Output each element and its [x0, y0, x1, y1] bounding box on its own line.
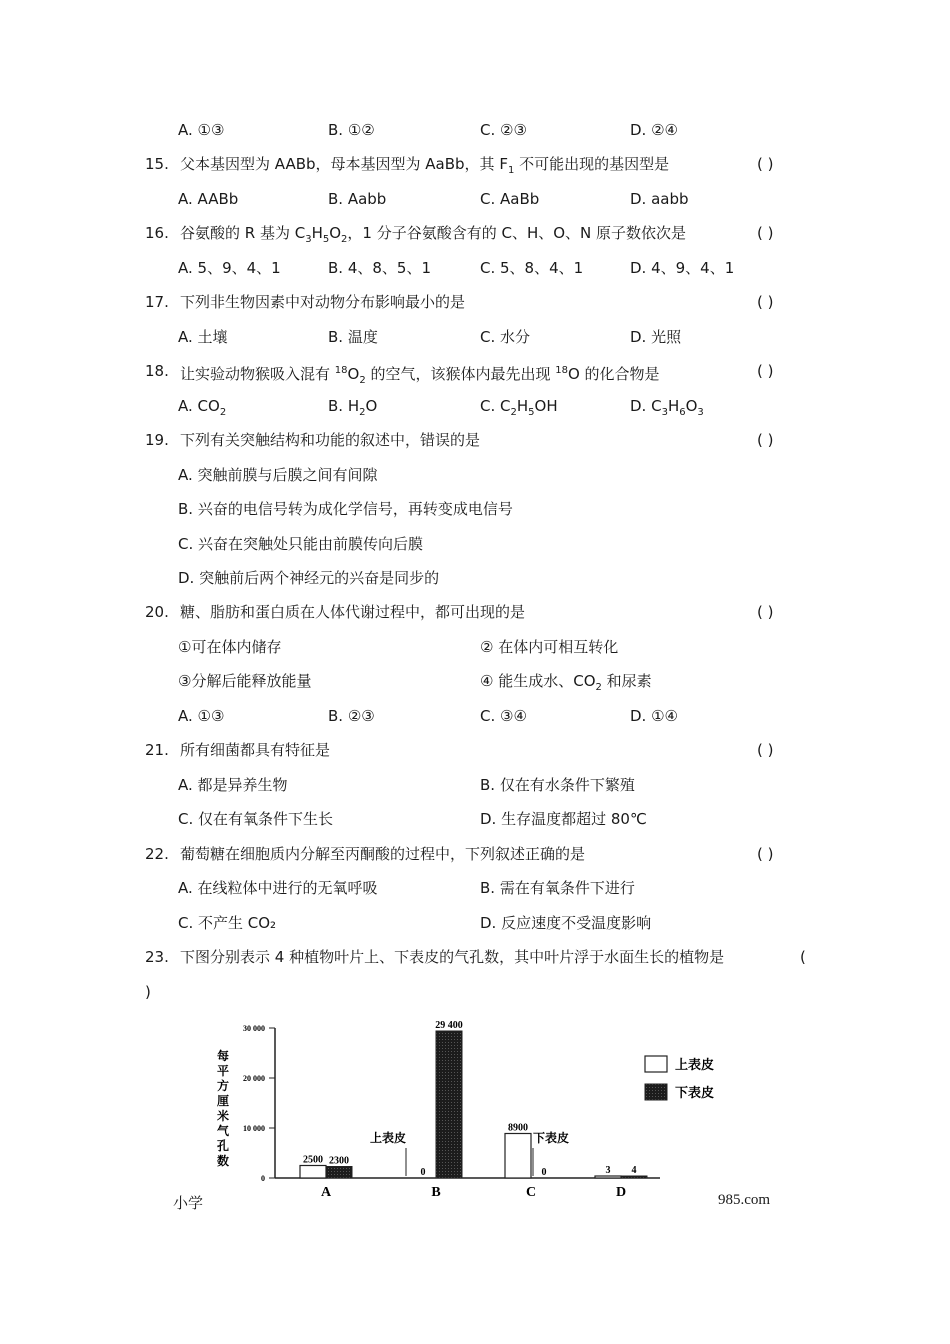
- y-label-char: 米: [216, 1109, 230, 1123]
- q15-options: [0, 187, 950, 211]
- q14-option-b: B. ①②: [328, 121, 375, 139]
- question-text: 父本基因型为 AABb，母本基因型为 AaBb，其 $F_1$ 不可能出现的基因型是: [180, 155, 670, 176]
- value-label-lower: 4: [631, 1165, 637, 1176]
- y-label-char: 数: [216, 1154, 230, 1168]
- legend-label-lower: 下表皮: [675, 1085, 715, 1100]
- q21-stem: [0, 738, 950, 762]
- q16-option-b: B. 4、8、5、1: [328, 259, 432, 277]
- y-axis-label: [216, 1048, 230, 1168]
- bar-lower-A: [326, 1167, 352, 1179]
- question-number: 21.: [145, 741, 169, 759]
- answer-bracket-close: ): [145, 983, 151, 1001]
- q21-options-1: [0, 773, 950, 797]
- y-label-char: 方: [216, 1079, 230, 1093]
- q16-option-c: C. 5、8、4、1: [480, 259, 584, 277]
- q16-option-d: D. 4、9、4、1: [630, 259, 735, 277]
- question-number: 17.: [145, 293, 169, 311]
- q17-option-b: B. 温度: [328, 328, 378, 346]
- q20-statements-1: [0, 635, 950, 659]
- q14-options: [0, 118, 950, 142]
- answer-bracket: ( ): [757, 603, 774, 621]
- q15-stem: [0, 152, 950, 176]
- question-number: 20.: [145, 603, 169, 621]
- question-text: 谷氨酸的 R 基为 $C_3H_5O_2$，1 分子谷氨酸含有的 C、H、O、N 原子数依次是: [180, 224, 687, 245]
- answer-bracket: ( ): [757, 431, 774, 449]
- answer-bracket: ( ): [757, 224, 774, 242]
- y-label-char: 气: [216, 1124, 230, 1138]
- q22-stem: [0, 842, 950, 866]
- question-text: 下图分别表示 4 种植物叶片上、下表皮的气孔数，其中叶片浮于水面生长的植物是: [180, 948, 725, 966]
- q20-statement-1: ①可在体内储存: [178, 638, 282, 656]
- value-label-upper: 2500: [303, 1154, 323, 1166]
- question-text: 所有细菌都具有特征是: [180, 741, 331, 759]
- q15-option-a: A. AABb: [178, 190, 239, 208]
- y-label-char: 每: [216, 1049, 230, 1063]
- q19-option-b: B. 兴奋的电信号转为成化学信号，再转变成电信号: [178, 500, 513, 518]
- question-text: 下列非生物因素中对动物分布影响最小的是: [180, 293, 466, 311]
- q22-option-d: D. 反应速度不受温度影响: [480, 914, 652, 932]
- q20-option-b: B. ②③: [328, 707, 375, 725]
- q22-option-b: B. 需在有氧条件下进行: [480, 879, 635, 897]
- answer-bracket: ( ): [757, 741, 774, 759]
- q18-stem: [0, 359, 950, 386]
- q18-option-a: A. $CO_2$: [178, 397, 227, 418]
- legend-swatch-upper: [645, 1056, 667, 1072]
- q21-option-d: D. 生存温度都超过 80℃: [480, 810, 647, 828]
- q15-option-b: B. Aabb: [328, 190, 387, 208]
- question-number: 16.: [145, 224, 169, 242]
- q17-option-d: D. 光照: [630, 328, 682, 346]
- q20-option-d: D. ①④: [630, 707, 678, 725]
- q20-statement-2: ② 在体内可相互转化: [480, 638, 619, 656]
- annotation-upper: 上表皮: [369, 1131, 406, 1145]
- q19-option-a: A. 突触前膜与后膜之间有间隙: [178, 466, 378, 484]
- y-label-char: 孔: [216, 1139, 230, 1153]
- question-number: 22.: [145, 845, 169, 863]
- value-label-lower: 29 400: [435, 1020, 463, 1031]
- bar-upper-C: [505, 1134, 531, 1179]
- q14-option-a: A. ①③: [178, 121, 225, 139]
- y-tick-label: 30 000: [243, 1024, 265, 1033]
- q14-option-d: D. ②④: [630, 121, 678, 139]
- stomata-bar-chart: [205, 1018, 735, 1208]
- y-label-char: 平: [216, 1064, 230, 1078]
- value-label-upper: 0: [420, 1167, 426, 1178]
- legend: [645, 1056, 714, 1100]
- q22-options-1: [0, 876, 950, 900]
- q16-option-a: A. 5、9、4、1: [178, 259, 281, 277]
- answer-bracket: ( ): [757, 155, 774, 173]
- q20-statement-4: ④ 能生成水、$CO_2$ 和尿素: [480, 672, 652, 693]
- q17-option-a: A. 土壤: [178, 328, 228, 346]
- q21-options-2: [0, 807, 950, 831]
- q15-option-c: C. AaBb: [480, 190, 540, 208]
- q22-options-2: [0, 911, 950, 935]
- question-text: 糖、脂肪和蛋白质在人体代谢过程中，都可出现的是: [180, 603, 526, 621]
- q20-statement-3: ③分解后能释放能量: [178, 672, 312, 690]
- q16-stem: [0, 221, 950, 245]
- question-text: 葡萄糖在细胞质内分解至丙酮酸的过程中，下列叙述正确的是: [180, 845, 586, 863]
- q18-option-c: C. $C_2H_5OH$: [480, 397, 558, 418]
- question-text: 让实验动物猴吸入混有 $^{18}O_2$ 的空气，该猴体内最先出现 $^{18}$O 的化合物是: [180, 365, 660, 386]
- y-label-char: 厘: [216, 1094, 230, 1108]
- bar-upper-A: [300, 1166, 326, 1179]
- bar-upper-D: [595, 1176, 621, 1178]
- q18-options: [0, 394, 950, 418]
- answer-bracket: ( ): [757, 845, 774, 863]
- value-label-upper: 3: [605, 1165, 611, 1176]
- value-label-upper: 8900: [508, 1122, 528, 1134]
- q18-option-b: B. $H_2O$: [328, 397, 378, 418]
- question-number: 19.: [145, 431, 169, 449]
- q21-option-b: B. 仅在有水条件下繁殖: [480, 776, 635, 794]
- q20-option-c: C. ③④: [480, 707, 527, 725]
- q17-option-c: C. 水分: [480, 328, 531, 346]
- y-tick-label: 0: [261, 1174, 265, 1183]
- q19-option-d: D. 突触前后两个神经元的兴奋是同步的: [178, 569, 440, 587]
- bar-lower-B: [436, 1031, 462, 1178]
- value-label-lower: 2300: [329, 1155, 349, 1167]
- question-number: 18.: [145, 362, 169, 380]
- q21-option-a: A. 都是异养生物: [178, 776, 288, 794]
- category-label: B: [431, 1185, 441, 1200]
- q15-option-d: D. aabb: [630, 190, 689, 208]
- category-label: D: [615, 1185, 627, 1200]
- answer-bracket-open: (: [800, 948, 806, 966]
- legend-swatch-lower: [645, 1084, 667, 1100]
- q17-stem: [0, 290, 950, 314]
- q20-option-a: A. ①③: [178, 707, 225, 725]
- category-label: C: [525, 1185, 537, 1200]
- footer-left: 小学: [173, 1194, 204, 1212]
- question-number: 15.: [145, 155, 169, 173]
- category-label: A: [320, 1185, 332, 1200]
- q16-options: [0, 256, 950, 280]
- q19-option-c: C. 兴奋在突触处只能由前膜传向后膜: [178, 535, 424, 553]
- bar-lower-D: [621, 1176, 647, 1178]
- value-label-lower: 0: [541, 1167, 547, 1178]
- q20-stem: [0, 600, 950, 624]
- q20-statements-2: [0, 669, 950, 693]
- question-number: 23.: [145, 948, 169, 966]
- legend-label-upper: 上表皮: [675, 1057, 715, 1072]
- q20-options: [0, 704, 950, 728]
- q19-stem: [0, 428, 950, 452]
- q22-option-c: C. 不产生 CO₂: [178, 914, 277, 932]
- q23-stem-continued: [0, 980, 950, 1004]
- y-tick-label: 20 000: [243, 1074, 265, 1083]
- q23-stem: [0, 945, 950, 969]
- y-tick-label: 10 000: [243, 1124, 265, 1133]
- q14-option-c: C. ②③: [480, 121, 527, 139]
- q18-option-d: D. $C_3H_6O_3$: [630, 397, 704, 418]
- q21-option-c: C. 仅在有氧条件下生长: [178, 810, 334, 828]
- answer-bracket: ( ): [757, 362, 774, 380]
- q17-options: [0, 325, 950, 349]
- question-text: 下列有关突触结构和功能的叙述中，错误的是: [180, 431, 481, 449]
- annotation-lower: 下表皮: [533, 1131, 570, 1145]
- answer-bracket: ( ): [757, 293, 774, 311]
- footer-right: 985.com: [718, 1192, 771, 1208]
- q22-option-a: A. 在线粒体中进行的无氧呼吸: [178, 879, 378, 897]
